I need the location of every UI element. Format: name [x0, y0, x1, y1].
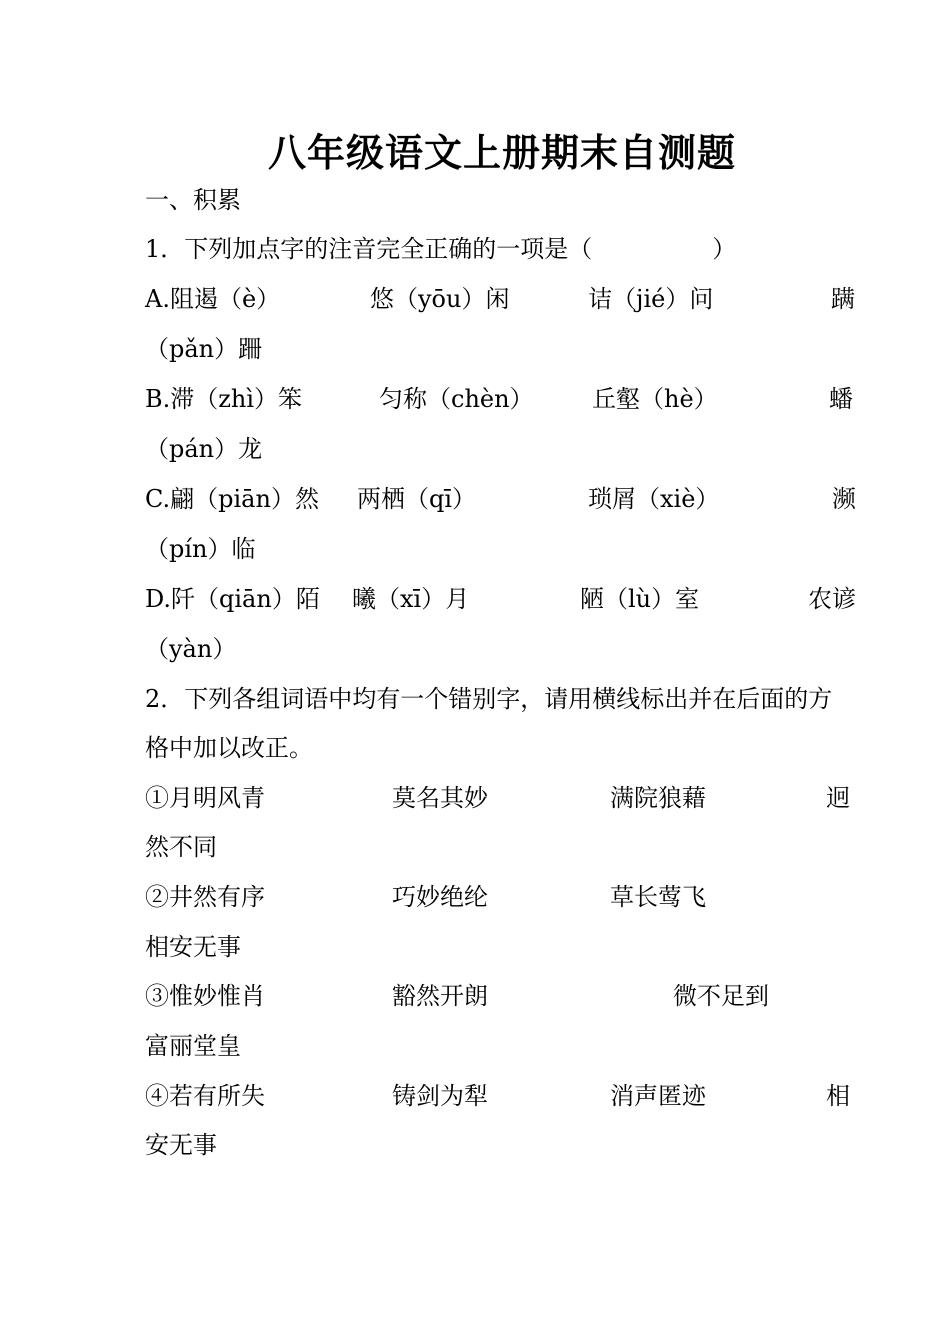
option-b-wrap: （pán）龙 [145, 435, 263, 463]
group-2-item-3: 草长莺飞 [610, 883, 706, 911]
page-title: 八年级语文上册期末自测题 [267, 130, 736, 175]
group-3-item-2: 豁然开朗 [392, 982, 488, 1010]
group-1-item-1: ①月明风青 [145, 784, 265, 812]
option-a-item-3: 诘（jié）问 [588, 285, 714, 313]
option-b-item-3: 丘壑（hè） [592, 385, 718, 413]
group-1-wrap: 然不同 [145, 833, 217, 861]
group-4-item-1: ④若有所失 [145, 1082, 265, 1110]
option-a-item-4: 蹒 [831, 285, 855, 313]
group-2-wrap: 相安无事 [145, 933, 241, 961]
group-1-item-4: 迥 [826, 784, 850, 812]
group-1-item-3: 满院狼藉 [610, 784, 706, 812]
group-3-wrap: 富丽堂皇 [145, 1032, 241, 1060]
group-2-item-2: 巧妙绝纶 [392, 883, 488, 911]
group-1-item-2: 莫名其妙 [392, 784, 488, 812]
option-b-item-4: 蟠 [829, 385, 853, 413]
group-2-item-1: ②井然有序 [145, 883, 265, 911]
option-a-item-2: 悠（yōu）闲 [370, 285, 510, 313]
option-c-item-1: C.翩（piān）然 [145, 485, 319, 513]
section-heading: 一、积累 [145, 186, 241, 214]
group-3-item-1: ③惟妙惟肖 [145, 982, 265, 1010]
option-c-item-3: 琐屑（xiè） [588, 485, 720, 513]
option-b-item-2: 匀称（chèn） [379, 385, 534, 413]
question-1-stem: 1．下列加点字的注音完全正确的一项是（ ） [145, 235, 737, 263]
option-c-item-4: 濒 [832, 485, 856, 513]
question-2-stem-line-1: 2．下列各组词语中均有一个错别字，请用横线标出并在后面的方 [145, 685, 833, 713]
option-a-item-1: A.阻遏（è） [145, 285, 281, 313]
option-d-item-2: 曦（xī）月 [352, 585, 470, 613]
question-2-stem-line-2: 格中加以改正。 [145, 734, 313, 762]
option-d-item-3: 陋（lù）室 [580, 585, 700, 613]
option-c-item-2: 两栖（qī） [357, 485, 477, 513]
option-a-wrap: （pǎn）跚 [145, 335, 263, 363]
option-c-wrap: （pín）临 [145, 535, 256, 563]
group-4-item-3: 消声匿迹 [610, 1082, 706, 1110]
option-d-item-4: 农谚 [808, 585, 856, 613]
group-4-wrap: 安无事 [145, 1131, 217, 1159]
group-3-item-3: 微不足到 [673, 982, 769, 1010]
option-d-item-1: D.阡（qiān）陌 [145, 585, 320, 613]
group-4-item-2: 铸剑为犁 [392, 1082, 488, 1110]
option-d-wrap: （yàn） [145, 635, 237, 663]
group-4-item-4: 相 [826, 1082, 850, 1110]
option-b-item-1: B.滞（zhì）笨 [145, 385, 303, 413]
